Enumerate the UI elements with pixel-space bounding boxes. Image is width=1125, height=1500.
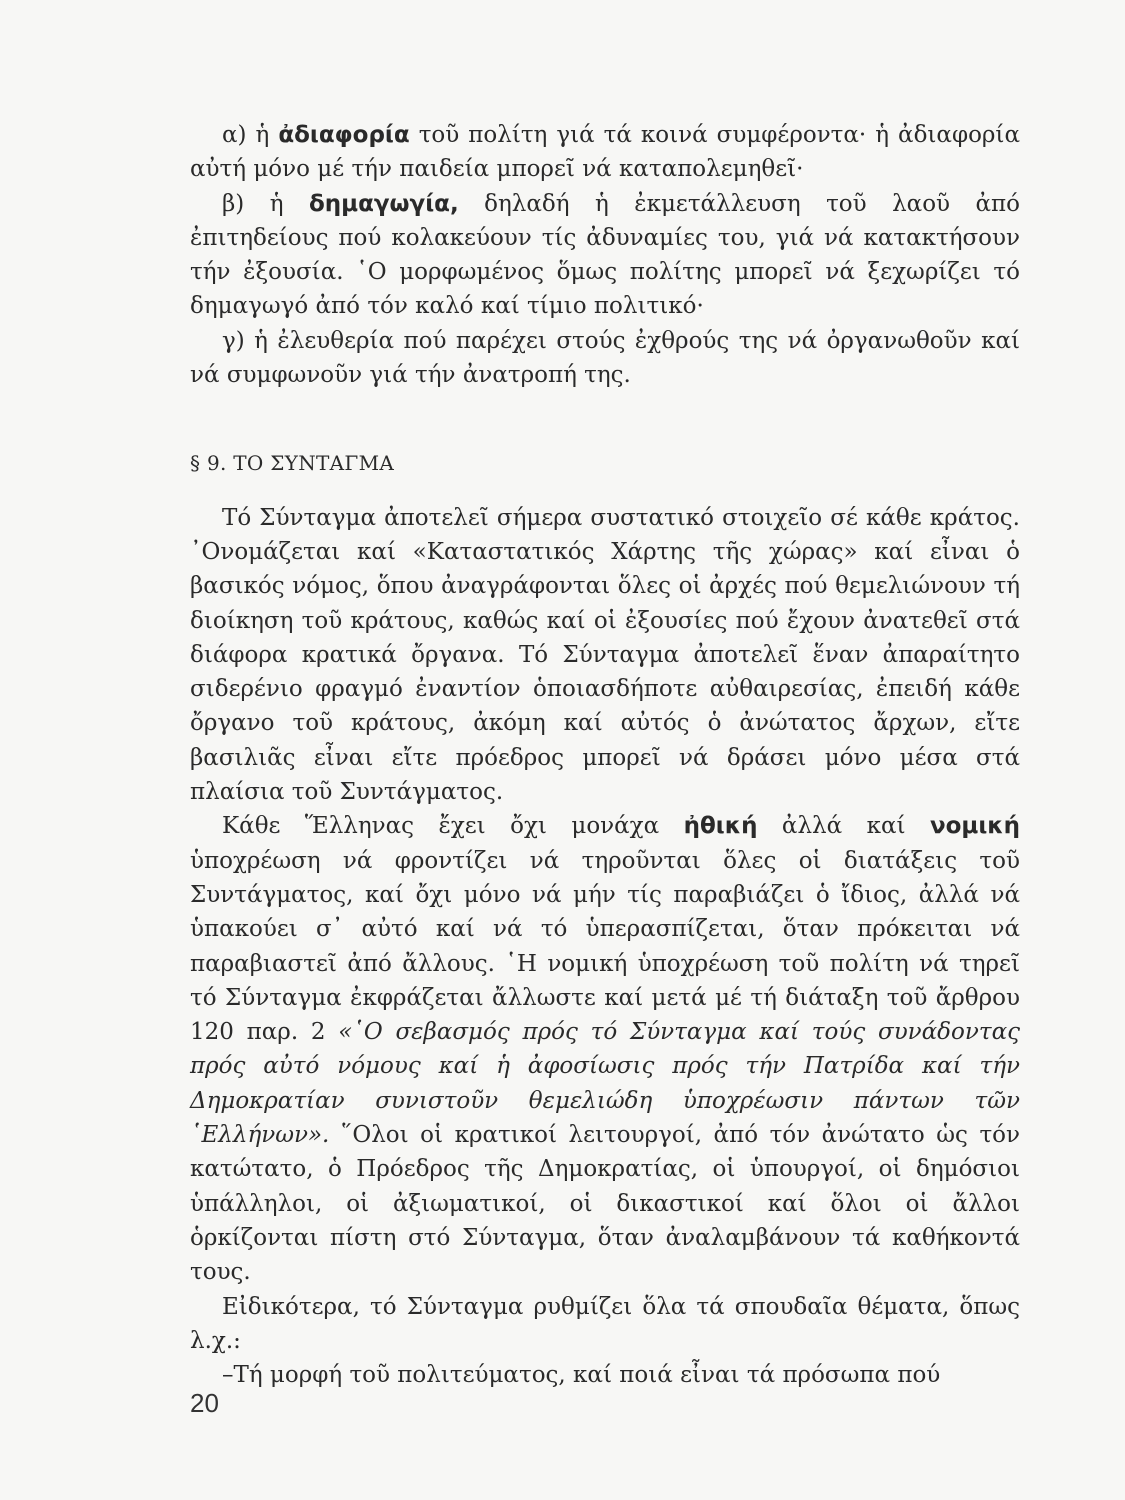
paragraph-constitution-intro: Τό Σύνταγμα ἀποτελεῖ σήμερα συστατικό στοιχεῖο σέ κάθε κράτος. ᾿Ονομάζεται καί «Καταστατικός Χάρτης τῆς χώρας» καί εἶναι ὁ βασικός νόμος, ὅπου ἀναγράφονται ὅλες οἱ ἀρχές πού θεμελιώνουν τή διοίκηση τοῦ κράτους, καθώς καί οἱ ἐξουσίες πού ἔχουν ἀνατεθεῖ στά διάφορα κρατικά ὄργανα. Τό Σύνταγμα ἀποτελεῖ ἕναν ἀπαραίτητο σιδερένιο φραγμό ἐναντίον ὁποιασδήποτε αὐθαιρεσίας, ἐπειδή κάθε ὄργανο τοῦ κράτους, ἀκόμη καί αὐτός ὁ ἀνώτατος ἄρχων, εἴτε βασιλιᾶς εἶναι εἴτε πρόεδρος μπορεῖ νά δράσει μόνο μέσα στά πλαίσια τοῦ Συντάγματος. bbox=[190, 504, 1020, 806]
term-dimagogia: δημαγωγία, bbox=[308, 190, 459, 217]
p3-text-1: Κάθε Ἕλληνας ἔχει ὄχι μονάχα bbox=[222, 813, 684, 840]
item-c: γ) ἡ ἐλευθερία πού παρέχει στούς ἐχθρούς της νά ὀργανωθοῦν καί νά συμφωνοῦν γιά τήν ἀνατροπή της. bbox=[190, 327, 1020, 389]
item-a bbox=[190, 118, 1020, 187]
page-number: 20 bbox=[190, 1388, 219, 1418]
item-b-prefix: β) ἡ bbox=[222, 190, 309, 217]
article-120-quote: «῾Ο σεβασμός πρός τό Σύνταγμα καί τούς συνάδοντας πρός αὐτό νόμους καί ἡ ἀφοσίωσις πρός τήν Πατρίδα καί τήν Δημοκρατίαν συνιστοῦν θεμελιώδη ὑποχρέωσιν πάντων τῶν ῾Ελλήνων». bbox=[190, 1019, 1020, 1149]
term-adiaforia: ἀδιαφορία bbox=[278, 122, 410, 148]
list-item-form-of-government: –Τή μορφή τοῦ πολιτεύματος, καί ποιά εἶναι τά πρόσωπα πού bbox=[222, 1362, 941, 1389]
item-b bbox=[190, 187, 1020, 324]
body-text bbox=[190, 118, 1020, 1392]
term-ithiki: ἠθική bbox=[683, 813, 758, 840]
paragraph-specifically: Εἰδικότερα, τό Σύνταγμα ρυθμίζει ὅλα τά σπουδαῖα θέματα, ὅπως λ.χ.: bbox=[190, 1293, 1020, 1354]
item-b-text: δηλαδή ἡ ἐκμετάλλευση τοῦ λαοῦ ἀπό ἐπιτηδείους πού κολακεύουν τίς ἀδυναμίες του, γιά νά κατακτήσουν τήν ἐξουσία. ῾Ο μορφωμένος ὅμως πολίτης μπορεῖ νά ξεχωρίζει τό δημαγωγό ἀπό τόν καλό καί τίμιο πολιτικό· bbox=[190, 190, 1020, 320]
term-nomiki: νομική bbox=[929, 813, 1021, 840]
section-heading: § 9. ΤΟ ΣΥΝΤΑΓΜΑ bbox=[190, 451, 395, 476]
p3-text-3: ὑποχρέωση νά φροντίζει νά τηροῦνται ὅλες οἱ διατάξεις τοῦ Συντάγματος, καί ὄχι μόνο νά μήν τίς παραβιάζει ὁ ἴδιος, ἀλλά νά ὑπακούει σ᾿ αὐτό καί νά τό ὑπερασπίζεται, ὅταν πρόκειται νά παραβιαστεῖ ἀπό ἄλλους. ῾Η νομική ὑποχρέωση τοῦ πολίτη νά τηρεῖ τό Σύνταγμα ἐκφράζεται ἄλλωστε καί μετά μέ τή διάταξη τοῦ ἄρθρου 120 παρ. 2 bbox=[190, 847, 1020, 1046]
item-a-prefix: α) ἡ bbox=[222, 122, 279, 148]
paragraph-citizen-obligation bbox=[190, 809, 1020, 1289]
p3-text-2: ἀλλά καί bbox=[757, 813, 930, 840]
p3-text-4: ῞Ολοι οἱ κρατικοί λειτουργοί, ἀπό τόν ἀνώτατο ὡς τόν κατώτατο, ὁ Πρόεδρος τῆς Δημοκρατίας, οἱ ὑπουργοί, οἱ δημόσιοι ὑπάλληλοι, οἱ ἀξιωματικοί, οἱ δικαστικοί καί ὅλοι οἱ ἄλλοι ὁρκίζονται πίστη στό Σύνταγμα, ὅταν ἀναλαμβάνουν τά καθήκοντά τους. bbox=[190, 1122, 1020, 1286]
item-a-text: τοῦ πολίτη γιά τά κοινά συμφέροντα· ἡ ἀδιαφορία αὐτή μόνο μέ τήν παιδεία μπορεῖ νά καταπολεμηθεῖ· bbox=[190, 122, 1020, 183]
